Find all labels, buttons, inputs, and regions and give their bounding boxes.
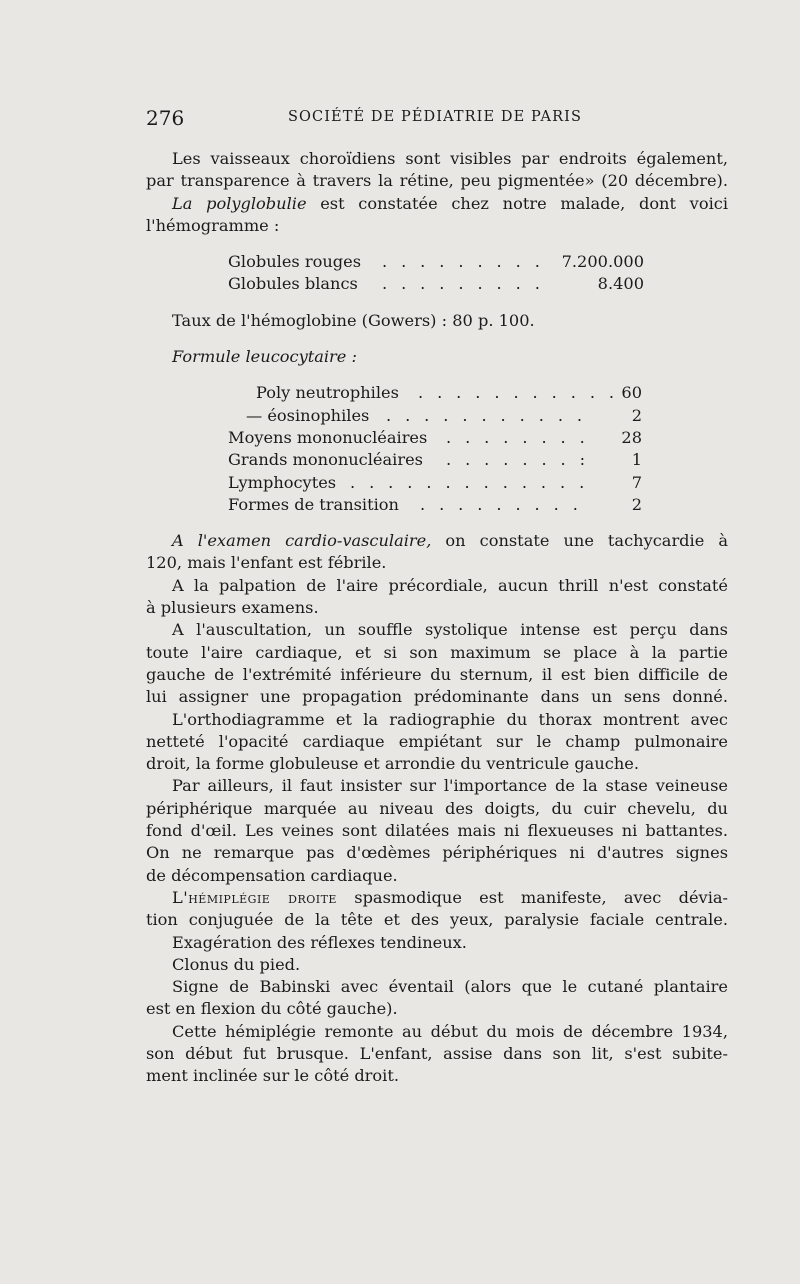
text-line: Cette hémiplégie remonte au début du mois de décembre 1934, [172,1021,728,1041]
blood-count-row [146,273,728,295]
text-line: périphérique marquée au niveau des doigts, du cuir chevelu, du [146,798,728,818]
text-line: à plusieurs examens. [146,598,319,618]
text-line: netteté l'opacité cardiaque empiétant sur le champ pulmonaire [146,731,728,751]
text-line: tion conjuguée de la tête et des yeux, paralysie faciale centrale. [146,910,728,930]
row-value: 28 [621,427,642,447]
text-line: lui assigner une propagation prédominante dans un sens donné. [146,687,728,707]
blood-count-row [146,251,728,273]
leader-dots: . . . . . . . . . [420,494,583,514]
leader-dots: . . . . . . . : [446,450,590,470]
row-value: 8.400 [597,274,644,294]
small-caps-term: L'hémiplégie droite [172,887,337,907]
body-text [146,148,728,1088]
text-line: l'hémogramme : [146,215,280,235]
text-line: par transparence à travers la rétine, peu pigmentée» (20 décembre). [146,171,728,191]
leader-dots: . . . . . . . . [446,427,590,447]
leader-dots: . . . . . . . . . [382,274,545,294]
row-value: 2 [631,405,642,425]
text-line: son début fut brusque. L'enfant, assise dans son lit, s'est subite- [146,1043,728,1063]
text-line: A l'auscultation, un souffle systolique intense est perçu dans [172,620,728,640]
text-line: L'orthodiagramme et la radiographie du thorax montrent avec [172,709,728,729]
text-line: A la palpation de l'aire précordiale, aucun thrill n'est constaté [172,575,728,595]
row-value: 7 [631,472,642,492]
row-label: Globules rouges [228,252,362,272]
row-value: 2 [631,494,642,514]
text-line [146,193,728,215]
text-line: fond d'œil. Les veines sont dilatées mais ni flexueuses ni battantes. [146,821,728,841]
text-line: gauche de l'extrémité inférieure du sternum, il est bien difficile de [146,664,728,684]
leader-dots: . . . . . . . . . . . [386,405,587,425]
row-value: 7.200.000 [561,252,644,272]
leader-dots: . . . . . . . . . . . [418,383,619,403]
page-header [146,106,728,136]
text-line: Les vaisseaux choroïdiens sont visibles par endroits également, [172,149,728,168]
text-line: Par ailleurs, il faut insister sur l'importance de la stase veineuse [172,776,728,796]
text-span: spasmodique est manifeste, avec dévia- [336,887,728,907]
running-title: SOCIÉTÉ DE PÉDIATRIE DE PARIS [288,109,582,125]
row-label: Formes de transition [228,494,399,514]
text-line: Taux de l'hémoglobine (Gowers) : 80 p. 100. [172,310,535,330]
row-label: Lymphocytes [228,472,337,492]
formula-row [146,494,728,516]
row-label: — éosinophiles [246,405,370,425]
text-line: est en flexion du côté gauche). [146,999,398,1019]
row-value: 60 [621,383,642,403]
text-span: est constatée chez notre malade, dont voici [306,193,728,213]
formula-row [146,449,728,471]
row-label: Poly neutrophiles [256,383,399,403]
text-line: Clonus du pied. [172,954,301,974]
text-line [146,530,728,552]
blood-count-list [146,251,728,296]
leukocyte-formula-list [146,382,728,516]
text-line: 120, mais l'enfant est fébrile. [146,553,387,573]
row-value: 1 [631,450,642,470]
formula-row [146,427,728,449]
row-label: Grands mononucléaires [228,450,423,470]
formula-row [146,382,728,404]
page-number: 276 [146,106,185,130]
row-label: Globules blancs [228,274,358,294]
row-label: Moyens mononucléaires [228,427,428,447]
formula-row [146,405,728,427]
formula-title: Formule leucocytaire : [172,347,357,367]
italic-term: A l'examen cardio-vasculaire, [172,531,432,551]
italic-term: La polyglobulie [172,193,307,213]
formula-row [146,472,728,494]
text-line: de décompensation cardiaque. [146,865,398,885]
text-line: On ne remarque pas d'œdèmes périphériques ni d'autres signes [146,843,728,863]
text-line: toute l'aire cardiaque, et si son maximum se place à la partie [146,642,728,662]
leader-dots: . . . . . . . . . [382,252,545,272]
text-line: droit, la forme globuleuse et arrondie du ventricule gauche. [146,754,639,774]
text-line: ment inclinée sur le côté droit. [146,1066,399,1086]
text-line [146,887,728,909]
leader-dots: . . . . . . . . . . . . . [350,472,589,492]
text-line: Exagération des réflexes tendineux. [172,932,467,952]
text-span: on constate une tachycardie à [431,531,728,551]
text-line: Signe de Babinski avec éventail (alors que le cutané plantaire [172,977,728,997]
